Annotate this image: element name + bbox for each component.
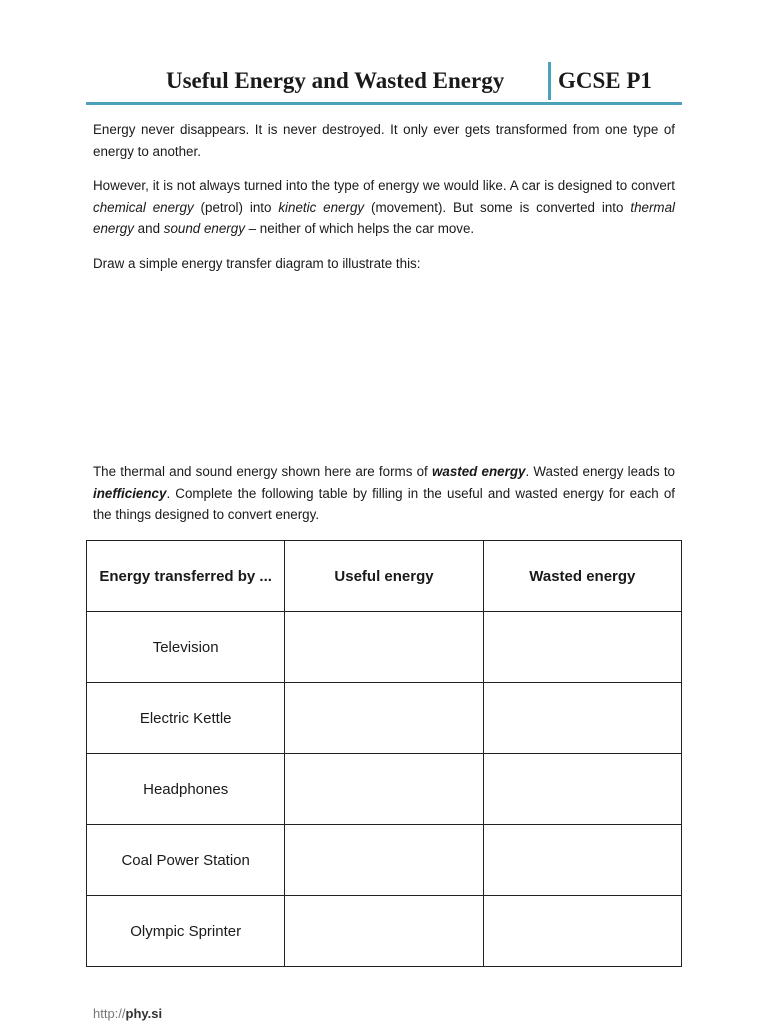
diagram-drawing-area[interactable] (93, 285, 675, 450)
page-title: Useful Energy and Wasted Energy (166, 68, 505, 93)
table-header-row (87, 541, 682, 612)
useful-energy-cell[interactable] (285, 683, 483, 754)
intro-paragraph-2: However, it is not always turned into the type of energy we would like. A car is designed to convert chemical energy (petrol) into kinetic energy (movement). But some is converted into thermal energy and sound energy – neither of which helps the car move. (93, 178, 675, 236)
wasted-energy-cell[interactable] (483, 825, 681, 896)
table-row (87, 612, 682, 683)
page-header (86, 60, 682, 105)
useful-energy-cell[interactable] (285, 896, 483, 967)
wasted-energy-cell[interactable] (483, 683, 681, 754)
wasted-energy-paragraph: The thermal and sound energy shown here are forms of wasted energy. Wasted energy leads to inefficiency. Complete the following table by filling in the useful and wasted energy for each of the things designed to convert energy. (93, 464, 676, 522)
table-row (87, 683, 682, 754)
intro-paragraph-1: Energy never disappears. It is never destroyed. It only ever gets transformed from one type of energy to another. (93, 122, 675, 159)
row-label: Headphones (87, 754, 285, 825)
useful-energy-cell[interactable] (285, 754, 483, 825)
course-tag: GCSE P1 (558, 68, 652, 93)
table-row (87, 825, 682, 896)
footer-url[interactable]: http://phy.si (93, 1006, 163, 1021)
useful-energy-cell[interactable] (285, 825, 483, 896)
row-label: Electric Kettle (87, 683, 285, 754)
diagram-instruction: Draw a simple energy transfer diagram to illustrate this: (93, 256, 421, 271)
energy-table (86, 540, 682, 967)
table-row (87, 754, 682, 825)
header-wasted-energy: Wasted energy (483, 541, 681, 612)
header-useful-energy: Useful energy (285, 541, 483, 612)
useful-energy-cell[interactable] (285, 612, 483, 683)
wasted-energy-cell[interactable] (483, 612, 681, 683)
row-label: Olympic Sprinter (87, 896, 285, 967)
wasted-energy-cell[interactable] (483, 754, 681, 825)
table-row (87, 896, 682, 967)
header-energy-transferred-by: Energy transferred by ... (87, 541, 285, 612)
row-label: Television (87, 612, 285, 683)
wasted-energy-cell[interactable] (483, 896, 681, 967)
row-label: Coal Power Station (87, 825, 285, 896)
header-divider (548, 62, 551, 100)
